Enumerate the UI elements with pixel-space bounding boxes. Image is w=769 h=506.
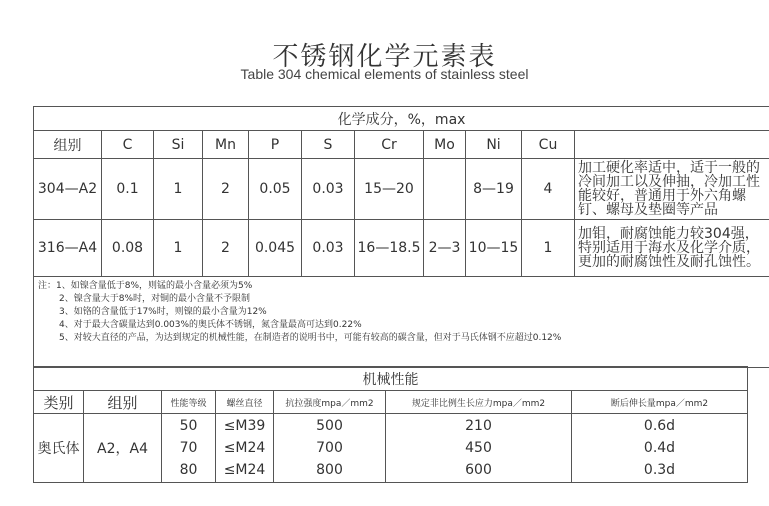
col-header: C: [102, 131, 154, 159]
yield-value: 210: [465, 418, 492, 434]
col-header: Cr: [355, 131, 424, 159]
grade-value: 80: [179, 462, 198, 478]
elongation-value: 0.6d: [643, 418, 676, 434]
col-header: 抗拉强度mpa／mm2: [274, 391, 386, 414]
grade-value: 50: [179, 418, 198, 434]
page-subtitle: Table 304 chemical elements of stainless steel: [240, 66, 529, 82]
tensile-cell: [274, 414, 386, 483]
yield-cell: [386, 414, 572, 483]
table-cell: 0.045: [249, 220, 302, 277]
table-cell: 316—A4: [34, 220, 102, 277]
table-cell: 0.03: [302, 159, 355, 220]
table-cell: 0.08: [102, 220, 154, 277]
notes-block: [34, 277, 769, 368]
col-header: Mn: [203, 131, 249, 159]
col-header: Cu: [522, 131, 575, 159]
table-cell: 4: [522, 159, 575, 220]
table-cell: 304—A2: [34, 159, 102, 220]
col-header: 组别: [34, 131, 102, 159]
group-cell: A2，A4: [84, 414, 162, 483]
note-line: 5、对较大直径的产品，为达到规定的机械性能，在制造者的说明书中，可能有较高的碳含量，但对于马氏体钢不应超过0.12%: [59, 333, 562, 343]
row-description: 加工硬化率适中，适于一般的冷间加工以及伸抽，冷加工性能较好，普通用于外六角螺钉、螺母及垫圈等产品: [575, 159, 769, 220]
col-header-empty: [575, 131, 769, 159]
note-line: 注：1、如镍含量低于8%，则锰的最小含量必须为5%: [38, 281, 253, 291]
col-header: 断后伸长量mpa／mm2: [572, 391, 748, 414]
diameter-value: ≤M24: [223, 462, 266, 478]
tensile-value: 500: [316, 418, 343, 434]
table-cell: 15—20: [355, 159, 424, 220]
col-header: Si: [154, 131, 203, 159]
table-cell: [424, 159, 466, 220]
table-cell: 1: [154, 220, 203, 277]
table-row: [34, 220, 769, 277]
table-cell: 10—15: [466, 220, 522, 277]
tensile-value: 800: [316, 462, 343, 478]
tensile-value: 700: [316, 440, 343, 456]
col-header: Ni: [466, 131, 522, 159]
page-title: 不锈钢化学元素表: [272, 42, 497, 72]
table-cell: 0.05: [249, 159, 302, 220]
col-header: P: [249, 131, 302, 159]
col-header: Mo: [424, 131, 466, 159]
col-header: 类别: [34, 391, 84, 414]
grade-value: 70: [179, 440, 198, 456]
grade-cell: [162, 414, 216, 483]
elongation-value: 0.3d: [643, 462, 676, 478]
note-line: 3、如铬的含量低于17%时，则镍的最小含量为12%: [59, 307, 267, 317]
table-cell: 0.03: [302, 220, 355, 277]
note-line: 4、对于最大含碳量达到0.003%的奥氏体不锈钢，氮含量最高可达到0.22%: [59, 320, 362, 330]
table-cell: 2—3: [424, 220, 466, 277]
chemical-composition-table: [33, 106, 769, 368]
mechanical-properties-table: [33, 366, 748, 483]
table-cell: 16—18.5: [355, 220, 424, 277]
col-header: 规定非比例生长应力mpa／mm2: [386, 391, 572, 414]
diameter-cell: [216, 414, 274, 483]
yield-value: 600: [465, 462, 492, 478]
elongation-cell: [572, 414, 748, 483]
col-header: 性能等级: [162, 391, 216, 414]
mech-header: 机械性能: [34, 367, 748, 391]
table-row: [34, 159, 769, 220]
table-cell: 0.1: [102, 159, 154, 220]
yield-value: 450: [465, 440, 492, 456]
table-row: [34, 414, 748, 483]
diameter-value: ≤M39: [223, 418, 266, 434]
table-cell: 1: [522, 220, 575, 277]
diameter-value: ≤M24: [223, 440, 266, 456]
category-cell: 奥氏体: [34, 414, 84, 483]
row-description: 加钼，耐腐蚀能力较304强，特别适用于海水及化学介质，更加的耐腐蚀性及耐孔蚀性。: [575, 220, 769, 277]
table-cell: 8—19: [466, 159, 522, 220]
col-header: 螺丝直径: [216, 391, 274, 414]
table-cell: 1: [154, 159, 203, 220]
col-header: S: [302, 131, 355, 159]
chem-header: 化学成分，%，max: [34, 107, 769, 131]
elongation-value: 0.4d: [643, 440, 676, 456]
note-line: 2、镍含量大于8%时，对铜的最小含量不予限制: [59, 294, 251, 304]
col-header: 组别: [84, 391, 162, 414]
table-cell: 2: [203, 159, 249, 220]
table-cell: 2: [203, 220, 249, 277]
